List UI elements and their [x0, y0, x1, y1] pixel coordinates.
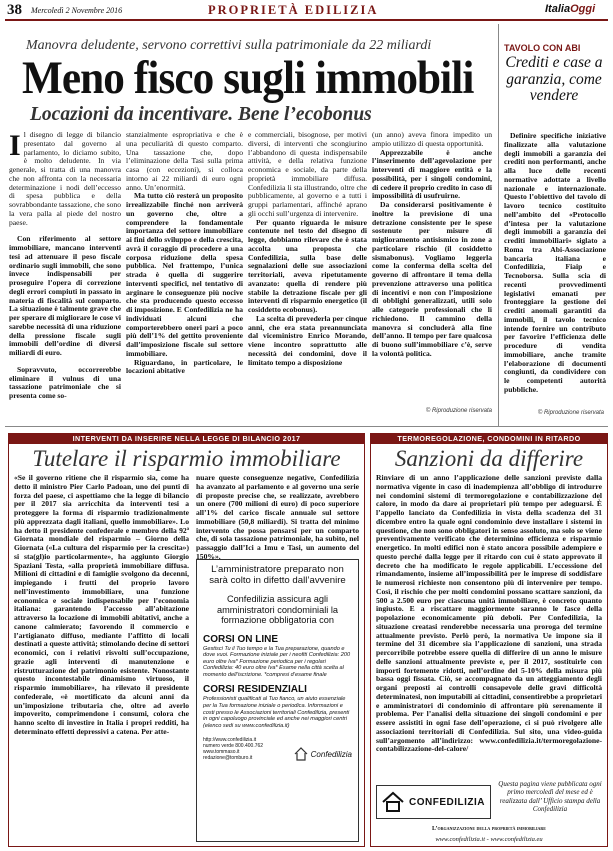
- sidebar-label: TAVOLO CON ABI: [504, 43, 581, 53]
- logo-left: Italia: [545, 3, 571, 15]
- section-label: PROPRIETÀ EDILIZIA: [208, 3, 379, 17]
- ad-box[interactable]: [196, 559, 359, 842]
- article-p: (un anno) aveva finora impedito un ampio utilizzo di questa opportunità.: [372, 130, 492, 148]
- site-links[interactable]: www.confedilizia.it - www.confedilizia.eu: [435, 836, 543, 843]
- tagline: L’organizzazione della proprietà immobiliare: [432, 826, 546, 832]
- left-box-col-1: «Se il governo ritiene che il risparmio sia, come ha detto il ministro Pier Carlo Padoan, uno dei punti di forza del paese, ci aspettiamo che la legge di bilancio per il 2017 sia arricchita da interventi tesi a proteggere la forma di risparmio tradizionalmente più apprezzata dagli italiani, quello immobiliare». Lo ha detto il presidente confederale e membro della 92ª Giornata mondiale del risparmio – Giorno della Giornata («La cultura del risparmio per la crescita») si sta(gl)io particolarmente», ha aggiunto Giorgio Spaziani Testa, «alla proprietà immobiliare diffusa. Milioni di cittadini e di famiglie svolgono da decenni, impiegando i frutti del proprio lavoro nell’investimento immobiliare, una funzione economica e sociale indispensabile per l’economia italiana: garantendo l’accesso all’abitazione attraverso la locazione di immobili abitativi, anche a canone calmierato; favorendo il commercio e l’artigianato diffuso, mediante l’affitto di locali destinati a queste attività; stimolando decine di settori economici, con i relativi risvolti sull’occupazione, grazie agli interventi di manutenzione e ristrutturazione del patrimonio esistente. Nonostante questo incontestabile dinamismo virtuoso, il risparmio immobiliare», ha rilevato il presidente confederale, «è mortificato da alcuni anni da un’imposizione tributaria che, oltre ad averlo impoverito, comprimendone i consumi, colora che hanno scelto di investire in Italia i propri redditi, ha determinato effetti depressivi a catena. Per atte-: [14, 473, 189, 736]
- house-icon: [381, 790, 405, 814]
- left-box-col-2: nuare queste conseguenze negative, Confedilizia ha avanzato al parlamento e al governo una serie di proposte precise che, se realizzate, avrebbero un onere (700 milioni di euro) di poco superiore all’1% del carico fiscale annuale sul settore immobiliare (50,8 miliardi). Si tratta del minimo intervento che possa pensarsi per un comparto che, di sola tassazione patrimoniale, ha subìto, nel passaggio dall’Ici a Imu e Tasi, un aumento del 150%».: [196, 473, 359, 561]
- article-p: Apprezzabile è anche l’inserimento dell’agevolazione per interventi di maggiore entità e la possibilità, per i singoli condomini, di cedere il proprio credito in caso di impossibilità di usufruirne.: [372, 147, 492, 201]
- sidebar-divider: [498, 24, 499, 426]
- logo-text: CONFEDILIZIA: [409, 796, 485, 808]
- masthead-logo: [545, 3, 595, 15]
- article-p: Con riferimento al settore immobiliare, mancano interventi tesi ad attenuare il peso fiscale ordinario sugli immobili, che sono invece indispensabili per proseguire l’opera di correzione degli errori compiuti in passato in materia di fiscalità sul comparto. La situazione è talmente grave che per sperare di migliorare le cose vi sarebbe necessità di una riduzione della pressione fiscale sugli immobili dell’ordine di diversi miliardi di euro.: [9, 234, 121, 357]
- article-col-4: [372, 131, 492, 359]
- ad-subhead: Confedilizia assicura agli amministratori condominiali la formazione obbligatoria con: [216, 594, 338, 625]
- right-box-bar: TERMOREGOLAZIONE, CONDOMINI IN RITARDO: [370, 433, 608, 444]
- logo-right: Oggi: [570, 3, 596, 15]
- article-col-2: [126, 131, 243, 376]
- article-col-1: [9, 131, 121, 401]
- ad-online-title: CORSI ON LINE: [203, 633, 279, 645]
- ad-contact[interactable]: http://www.confedilizia.it numero verde 800.400.762 www.tommaso.it redazione@tomburo.it: [203, 737, 264, 762]
- left-box-title: Tutelare il risparmio immobiliare: [32, 446, 341, 471]
- right-box-title: Sanzioni da differire: [394, 446, 584, 471]
- promo-text: Questa pagina viene pubblicata ogni primo mercoledì del mese ed è realizzata dall’ Ufficio stampa della Confedilizia: [498, 780, 602, 813]
- article-col-3: [248, 131, 367, 367]
- article-p: stanzialmente espropriativa e che è una peculiarità di questo comparto. Una tassazione che, dopo l’eliminazione della Tasi sulla prima casa (con eccezioni), si colloca intorno ai 22 miliardi di euro ogni anno. Un’enormità.: [126, 130, 243, 192]
- article-p: Da considerarsi positivamente è inoltre la previsione di una detrazione consistente per le spese sostenute per misure di miglioramento antisismico in zone a particolare rischio (il cosiddetto sismabonus). Vogliamo leggerla come la conferma della scelta del governo di affrontare il tema della prevenzione attraverso una politica di incentivi e non con l’imposizione di obblighi generalizzati, utili solo alle categorie professionali che li richiedono. Il cammino della manovra si concluderà alla fine dell’anno. Il tempo per fare qualcosa di buono sull’immobiliare c’è, serve la volontà politica.: [372, 200, 492, 358]
- sidebar-title: Crediti e case a garanzia, come vendere: [505, 54, 603, 104]
- house-icon: [294, 747, 308, 761]
- article-p: l disegno di legge di bilancio presentato dal governo al parlamento, lo diciamo subito, è molto deludente. In via generale, si tratta di una manovra che non affronta con la necessaria determinazione i nodi dell’eccesso di spesa pubblica e della sovrabbondante tassazione, che sono la vera palla al piede del nostro paese.: [9, 130, 121, 227]
- article-p: Ma tutto ciò resterà un proposito irrealizzabile finché non arriverà un governo che, oltre a comprendere la fondamentale importanza del settore immobiliare ai fini dello sviluppo e della crescita, avrà il coraggio di procedere a una corposa riduzione della spesa pubblica. Nel frattempo, l’unica strada è quella di suggerire interventi specifici, nel tentativo di arginare le conseguenze più nocive che sta producendo questo eccesso di imposizione. E Confedilizia ne ha individuati alcuni che comporterebbero oneri pari a poco più dell’1% del gettito proveniente dall’imposizione fiscale sul settore immobiliare.: [126, 191, 243, 358]
- right-box-body: Rinviare di un anno l’applicazione delle sanzioni previste dalla normativa vigente in caso di inadempienza all’obbligo di introdurre nei condomini sistemi di termoregolazione e contabilizzazione del calore, in modo da dare ai proprietari più tempo per adeguarsi. È l’appello lanciato da Confedilizia in vista della scadenza del 31 dicembre entro la quale ogni condominio deve installare i sistemi in questione, che non sono obbligatori in senso assoluto, ma solo se viene preventivamente verificato che determinino efficienza e risparmio energetico. In molti edifici non è stato ancora possibile adempiere e questo perché dalla legge per il ritardo con cui è stato approvato il decreto che ha modificato le regole applicabili. L’eccessione del rimandamento, insieme all’impossibilità per le imprese di soddisfare le numerosi richieste non consentono più di intervenire per tempo. Così, il rischio che per molti condomini possano scattare sanzioni, da 500 a 2.500 euro per ciascuna unità immobiliare, è concreto quanto ingiusto. E a riscattare maggiormente saranno le fasce della popolazione economicamente più deboli. Per Confedilizia, la situazione creatasi renderebbe necessaria una proroga del termine attualmente previsto. Perlò però, la normativa Ue impone sia il termine del 31 dicembre sia l’applicazione di sanzioni, una strada percorribile potrebbe essere quella di differire di un anno le misure delle sanzioni attualmente previste e, per il 2017, sostituirle con importi fortemente ridotti, nell’ordine del 5-10% della misura più bassa oggi fissata. Ciò, se accompagnato da un atteggiamento degli organi preposti ai controlli consapevole delle gravi difficoltà determinatesi, non imputabili ai cittadini, consentirebbe a proprietari e amministratori di condominio di affrontare più serenamente il problema. Per l’analisi della situazione dei singoli condomini e per essere assistiti in ogni fase dell’operazione, ci si può rivolgere alle associazioni territoriali di Confedilizia. Sul sito, una video-guida sull’argomento all’indirizzo: www.confedilizia.it/termoregolazione-contabilizzazione-del-calore/: [376, 473, 602, 754]
- ad-residential-title: CORSI RESIDENZIALI: [203, 684, 307, 696]
- drop-cap: I: [9, 129, 21, 162]
- article-p: Riguardano, in particolare, le locazioni abitative: [126, 357, 243, 376]
- issue-date: Mercoledì 2 Novembre 2016: [31, 6, 123, 15]
- headline: Meno fisco sugli immobili: [22, 52, 474, 104]
- subheadline: Locazioni da incentivare. Bene l’ecobonus: [30, 104, 372, 125]
- section-divider: [5, 426, 608, 427]
- article-copyright: © Riproduzione riservata: [425, 408, 492, 414]
- article-p: Per quanto riguarda le misure contenute nel testo del disegno di legge, dobbiamo rilevare che è stata accolta una proposta che Confedilizia, sulla base delle segnalazioni delle sue associazioni territoriali, aveva ripetutamente avanzato: quella di rendere più stabile la detrazione fiscale per gli interventi di risparmio energetico (il cosiddetto ecobonus).: [248, 217, 367, 314]
- ad-residential-text: Professionisti qualificati al Tuo fianco, un aiuto essenziale per la Tua formazione iniziale o periodica. Informazioni e costi presso le Associazioni territoriali Confedilizia, presenti in ogni capoluogo provinciale ed anche nei maggiori centri (elenco sedi su www.confedilizia.it): [203, 696, 350, 729]
- ad-brand-logo: [294, 747, 352, 761]
- ad-brand: Confedilizia: [310, 749, 352, 759]
- page-number: 38: [7, 2, 22, 18]
- article-p: La scelta di prevederla per cinque anni, che era stata preannunciata dal viceministro Enrico Morando, viene incontro soprattutto alle necessità dei condomini, dove il limitato tempo a disposizione: [248, 313, 367, 367]
- ad-headline: L’amministratore preparato non sarà colto in difetto dall’avvenire: [209, 564, 346, 586]
- ad-online-text: Gestisci Tu il Tuo tempo e la Tua preparazione, quando e dove vuoi. Formazione iniziale per i neofiti Confedilizia: 200 euro oltre Iva* Formazione periodica per i regolari Confedilizia: 40 euro oltre Iva* Esame nella città scelta al momento dell’iscrizione. *compresi d’esame finale: [203, 645, 351, 678]
- article-p: e commerciali, bisognose, per motivi diversi, di interventi che scongiurino l’abbandono di questa indispensabile attività, e della relativa funzione economica e sociale, da parte della proprietà immobiliare diffusa. Confedilizia li sta illustrando, oltre che pubblicamente, al governo e a tutti i gruppi parlamentari, affinché aprano gli occhi sull’urgenza di intervenire.: [248, 130, 367, 218]
- confedilizia-logo[interactable]: [376, 785, 491, 819]
- sidebar-body: Definire specifiche iniziative finalizzate alla valutazione degli immobili a garanzia dei crediti non performanti, anche alla luce delle recenti normative adottate a livello nazionale e internazionale. Questo l’obiettivo del tavolo di lavoro tecnico costituito nell’ambito del «Protocollo d’intesa per la valutazione degli immobili a garanzia dei crediti immobiliari» siglato a Roma tra Abi-Associazione bancaria italiana e Confedilizia, Fiaip e Tecnoborsa. Sulla scia di recenti provvedimenti legislativi emanati per fronteggiare la gestione dei crediti anomali garantiti da immobili, il tavolo tecnico intende fornire un contributo per favorire l’efficienza delle procedure di vendita immobiliare, anche tramite l’elaborazione di documenti congiunti, da condividere con le competenti autorità pubbliche.: [504, 131, 606, 394]
- header-rule: [5, 19, 608, 21]
- sidebar-copyright: © Riproduzione riservata: [537, 410, 604, 416]
- left-box-bar: INTERVENTI DA INSERIRE NELLA LEGGE DI BILANCIO 2017: [8, 433, 365, 444]
- kicker: Manovra deludente, servono correttivi sulla patrimoniale da 22 miliardi: [26, 38, 432, 53]
- article-p: Sopravvuto, occorrerebbe eliminare il vulnus di una tassazione patrimoniale che si presenta come so-: [9, 364, 121, 400]
